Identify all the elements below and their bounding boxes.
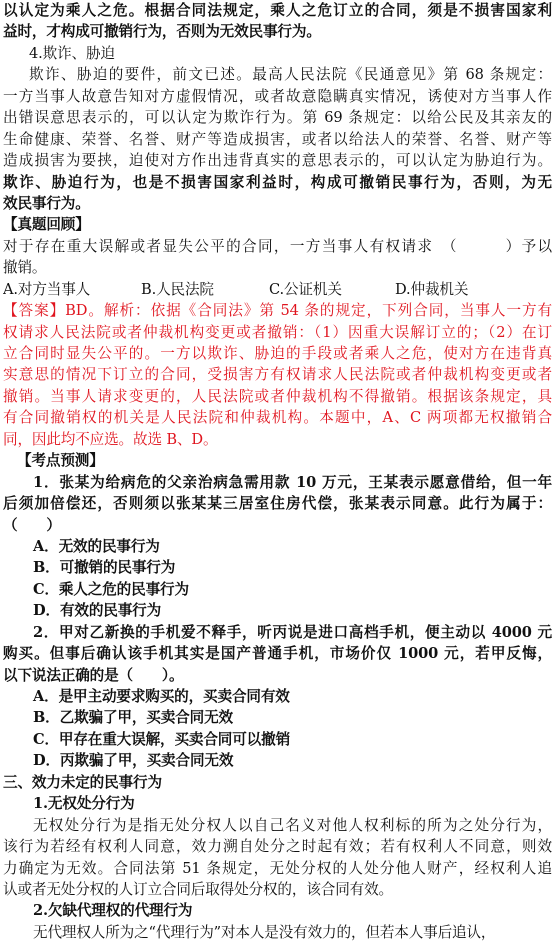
- choice-d: D.仲裁机关: [395, 280, 469, 298]
- text-line: 以认定为乘人之危。根据合同法规定，乘人之危订立的合同，须是不损害国家利: [3, 2, 552, 19]
- question-line: 2．甲对乙新换的手机爱不释手，听丙说是进口高档手机，便主动以 4000 元: [33, 623, 552, 641]
- text-line: 出错误意思表示的，可以认定为欺诈行为。第 69 条规定：以给公民及其亲友的: [3, 109, 552, 127]
- option-line: D．丙欺骗了甲，买卖合同无效: [33, 752, 234, 770]
- option-line: C．乘人之危的民事行为: [33, 580, 189, 598]
- option-line: A．是甲主动要求购买的，买卖合同有效: [33, 688, 290, 705]
- answer-line: 实意思的情况下订立的合同，受损害方有权请求人民法院或者仲裁机构变更或者: [3, 366, 552, 384]
- answer-line: 撤销。当事人请求变更的，人民法院或者仲裁机构不得撤销。根据该条规定，具: [3, 387, 552, 405]
- text-line: 无代理权人所为之“代理行为”对本人是没有效力的，但若本人事后追认，: [33, 923, 496, 941]
- text-line: 造成损害为要挟，迫使对方作出违背真实的意思表示的，可以认定为胁迫行为。: [3, 152, 552, 170]
- text-line: 无权处分行为是指无处分权人以自己名义对他人权利标的所为之处分行为，: [33, 816, 552, 834]
- answer-line: 同，因此均不应选。故选 B、D。: [3, 430, 218, 448]
- option-line: A．无效的民事行为: [33, 537, 160, 555]
- question-line: 以下说法正确的是（ ）。: [3, 666, 184, 684]
- option-line: C．甲存在重大误解，买卖合同可以撤销: [33, 730, 291, 748]
- section-heading: 三、效力未定的民事行为: [3, 773, 162, 791]
- subsection-heading: 1.无权处分行为: [33, 795, 135, 813]
- answer-line: 权请求人民法院或者仲裁机构变更或者撤销：（1）因重大误解订立的；（2）在订: [3, 323, 552, 341]
- option-line: B．乙欺骗了甲，买卖合同无效: [33, 709, 233, 727]
- choice-a: A.对方当事人: [3, 280, 91, 298]
- prediction-heading: 【考点预测】: [17, 452, 104, 470]
- choice-c: C.公证机关: [269, 280, 342, 298]
- subsection-heading: 2.欠缺代理权的代理行为: [33, 902, 193, 920]
- option-line: D．有效的民事行为: [33, 602, 162, 620]
- text-line: 生命健康、荣誉、名誉、财产等造成损害，或者以给法人的荣誉、名誉、财产等: [3, 130, 552, 148]
- question-line: 后须加倍偿还，否则须以张某某三居室住房代偿，张某表示同意。此行为属于：: [3, 495, 552, 513]
- answer-line: 【答案】BD。解析：依据《合同法》第 54 条的规定，下列合同，当事人一方有: [3, 302, 552, 320]
- text-line: 力确定为无效。合同法第 51 条规定，无处分权的人处分他人财产，经权利人追: [3, 859, 552, 877]
- question-line: 对于存在重大误解或者显失公平的合同，一方当事人有权请求 （ ）予以: [3, 237, 552, 255]
- text-line: 益时，才构成可撤销行为，否则为无效民事行为。: [3, 23, 321, 41]
- review-heading: 【真题回顾】: [3, 216, 90, 234]
- question-line: 撤销。: [3, 259, 47, 277]
- answer-line: 有合同撤销权的机关是人民法院和仲裁机构。本题中，A、C 两项都无权撤销合: [3, 409, 552, 427]
- text-line: 一方当事人故意告知对方虚假情况，或者故意隐瞒真实情况，诱使对方当事人作: [3, 87, 552, 105]
- text-line: 认或者无处分权的人订立合同后取得处分权的，该合同有效。: [3, 880, 393, 898]
- text-line: 该行为若经有权利人同意，效力溯自处分之时起有效；若有权利人不同意，则效: [3, 838, 552, 856]
- option-line: B．可撤销的民事行为: [33, 559, 176, 577]
- choice-b: B.人民法院: [141, 280, 214, 298]
- answer-line: 立合同时显失公平的。一方以欺诈、胁迫的手段或者乘人之危，使对方在违背真: [3, 345, 552, 362]
- text-line: 效民事行为。: [3, 194, 90, 212]
- section-heading: 4.欺诈、胁迫: [29, 44, 115, 62]
- text-line: 欺诈、胁迫的要件，前文已述。最高人民法院《民通意见》第 68 条规定：: [29, 66, 552, 84]
- question-line: 1．张某为给病危的父亲治病急需用款 10 万元，王某表示愿意借给，但一年: [33, 473, 552, 491]
- text-line: 欺诈、胁迫行为，也是不损害国家利益时，构成可撤销民事行为，否则，为无: [3, 173, 552, 191]
- choice-row: [3, 279, 552, 300]
- question-line: （ ）: [3, 516, 61, 534]
- question-line: 购买。但事后确认该手机其实是国产普通手机，市场价仅 1000 元，若甲反悔，: [3, 645, 552, 663]
